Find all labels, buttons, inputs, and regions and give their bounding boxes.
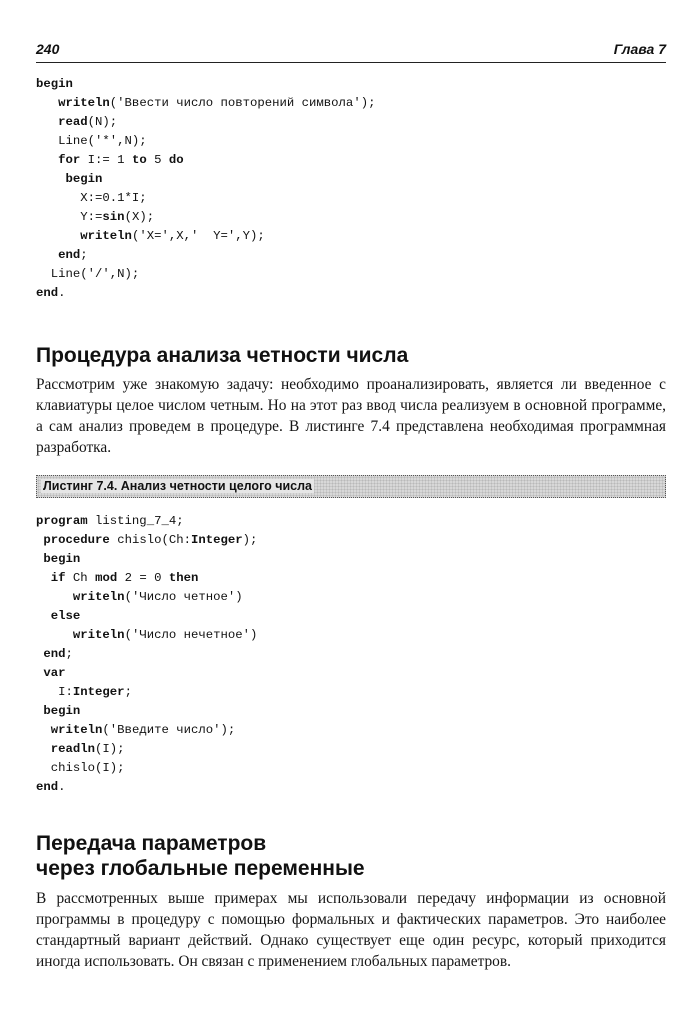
code-line	[36, 569, 257, 588]
code-text: 2 = 0	[117, 571, 169, 585]
page-number: 240	[36, 41, 60, 57]
code-keyword: do	[168, 153, 184, 167]
code-line	[36, 626, 257, 645]
code-text: (X);	[124, 210, 155, 224]
section-paragraph-parity: Рассмотрим уже знакомую задачу: необходимо проанализировать, является ли введенное с клавиатуры целое числом четным. Но на этот раз ввод числа реализуем в основной программе, а сам анализ проведем в процедуре. В листинге 7.4 представлена необходимая программная разработка.	[36, 376, 666, 456]
code-line	[36, 778, 257, 797]
code-text: .	[58, 780, 66, 794]
code-text: (I);	[95, 742, 125, 756]
code-keyword: begin	[65, 172, 103, 186]
code-text: );	[242, 533, 258, 547]
code-text: Line('*',N);	[36, 134, 147, 148]
code-block-1	[36, 75, 375, 303]
code-text	[36, 96, 58, 110]
running-header	[36, 40, 666, 63]
code-line	[36, 588, 257, 607]
code-keyword: writeln	[72, 628, 125, 642]
code-text: ('Ввести число повторений символа');	[109, 96, 376, 110]
code-text	[36, 628, 73, 642]
code-keyword: end	[36, 780, 59, 794]
code-text: ('Введите число');	[102, 723, 236, 737]
code-text: ('X=',X,' Y=',Y);	[131, 229, 265, 243]
section-heading-global-variables	[36, 831, 365, 881]
code-line	[36, 740, 257, 759]
code-keyword: writeln	[50, 723, 103, 737]
code-keyword: sin	[102, 210, 125, 224]
code-line	[36, 645, 257, 664]
code-line	[36, 170, 375, 189]
code-line	[36, 531, 257, 550]
code-keyword: writeln	[58, 96, 110, 110]
code-line	[36, 151, 375, 170]
code-keyword: then	[168, 571, 199, 585]
code-block-listing	[36, 512, 257, 797]
book-page	[36, 0, 666, 1024]
code-keyword: writeln	[72, 590, 125, 604]
code-text: 5	[146, 153, 169, 167]
code-keyword: end	[43, 647, 66, 661]
code-text: (N);	[87, 115, 118, 129]
listing-caption-bar	[36, 475, 666, 498]
code-line	[36, 284, 375, 303]
code-keyword: else	[50, 609, 81, 623]
code-line	[36, 759, 257, 778]
code-text: ('Число нечетное')	[124, 628, 258, 642]
code-text	[36, 723, 51, 737]
heading-line-1: Передача параметров	[36, 832, 267, 855]
code-text: ;	[80, 248, 88, 262]
code-line	[36, 189, 375, 208]
code-text: Y:=	[36, 210, 103, 224]
code-text: ;	[124, 685, 132, 699]
code-text: I:= 1	[80, 153, 132, 167]
code-line	[36, 702, 257, 721]
section-heading-parity: Процедура анализа четности числа	[36, 344, 409, 367]
code-text: ;	[65, 647, 73, 661]
code-line	[36, 75, 375, 94]
code-line	[36, 512, 257, 531]
code-text: Line('/',N);	[36, 267, 140, 281]
code-line	[36, 683, 257, 702]
code-text	[36, 115, 58, 129]
code-keyword: begin	[43, 552, 81, 566]
code-line	[36, 113, 375, 132]
code-keyword: Integer	[191, 533, 243, 547]
code-keyword: if	[50, 571, 66, 585]
code-keyword: writeln	[80, 229, 132, 243]
code-text	[36, 172, 66, 186]
code-text: chislo(I);	[36, 761, 125, 775]
code-keyword: var	[43, 666, 66, 680]
code-text: Ch	[65, 571, 96, 585]
heading-line-2: через глобальные переменные	[36, 857, 365, 880]
code-line	[36, 227, 375, 246]
code-text: .	[58, 286, 66, 300]
code-keyword: for	[58, 153, 81, 167]
code-text: X:=0.1*I;	[36, 191, 147, 205]
code-line	[36, 550, 257, 569]
code-keyword: mod	[95, 571, 118, 585]
code-text: I:	[36, 685, 73, 699]
code-keyword: procedure	[43, 533, 110, 547]
code-keyword: readln	[50, 742, 96, 756]
code-text	[36, 571, 51, 585]
code-text	[36, 609, 51, 623]
code-line	[36, 664, 257, 683]
code-line	[36, 721, 257, 740]
code-text	[36, 153, 58, 167]
code-text	[36, 742, 51, 756]
section-paragraph-global-variables: В рассмотренных выше примерах мы использовали передачу информации из основной программы в процедуру с помощью формальных и фактических параметров. Это наиболее стандартный вариант действий. Однако существует еще один ресурс, который приходится иногда использовать. Он связан с применением глобальных параметров.	[36, 890, 666, 970]
code-text: chislo(Ch:	[109, 533, 191, 547]
code-line	[36, 208, 375, 227]
chapter-label: Глава 7	[613, 41, 666, 57]
code-keyword: end	[36, 286, 59, 300]
code-text	[36, 248, 58, 262]
code-keyword: begin	[43, 704, 81, 718]
listing-caption: Листинг 7.4. Анализ четности целого числа	[43, 479, 313, 493]
code-keyword: Integer	[72, 685, 125, 699]
code-text	[36, 229, 80, 243]
code-text: listing_7_4;	[87, 514, 184, 528]
code-line	[36, 94, 375, 113]
code-text: ('Число четное')	[124, 590, 243, 604]
code-text	[36, 590, 73, 604]
code-keyword: read	[58, 115, 88, 129]
code-line	[36, 265, 375, 284]
code-line	[36, 132, 375, 151]
code-keyword: to	[131, 153, 147, 167]
code-line	[36, 607, 257, 626]
code-keyword: end	[58, 248, 81, 262]
code-line	[36, 246, 375, 265]
code-keyword: begin	[36, 77, 73, 91]
code-keyword: program	[36, 514, 88, 528]
